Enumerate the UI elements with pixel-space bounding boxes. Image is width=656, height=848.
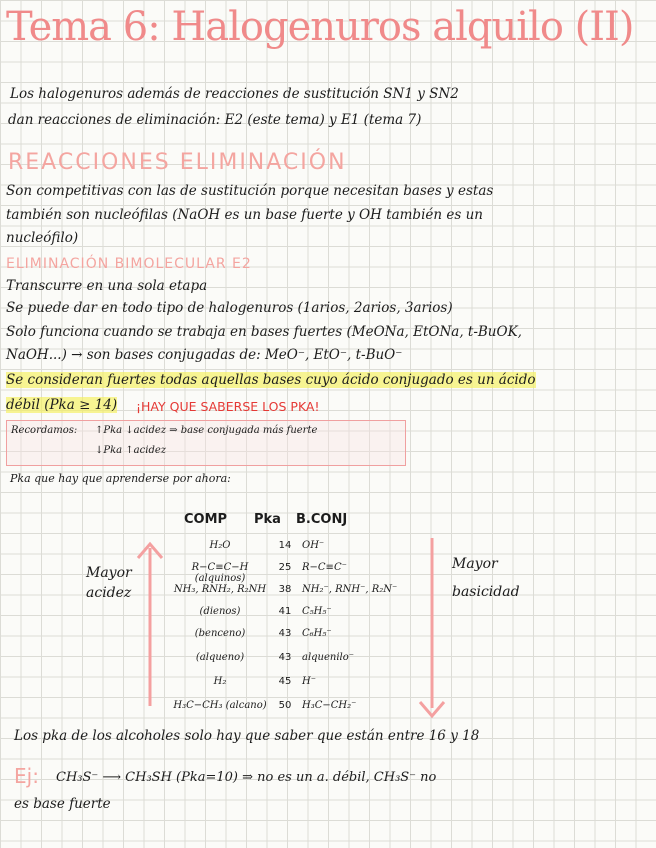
reminder-box [6, 420, 406, 466]
reminder-line-1: ↑Pka ↓acidez ⇒ base conjugada más fuerte [95, 425, 318, 436]
table-header-comp: COMP [184, 512, 228, 527]
cell-pka: 25 [278, 562, 292, 573]
e2-line-1: Transcurre en una sola etapa [6, 278, 208, 294]
cell-comp: H₂ [213, 676, 227, 687]
table-header-base: B.CONJ [296, 512, 348, 527]
section-title: REACCIONES ELIMINACIÓN [8, 150, 347, 175]
highlight-line-2: débil (Pka ≥ 14) [6, 397, 118, 413]
table-header-pka: Pka [254, 512, 281, 527]
section-line-3: nucleófilo) [6, 230, 79, 246]
cell-comp: H₂O [209, 540, 231, 551]
cell-pka: 45 [278, 676, 292, 687]
table-row [170, 562, 400, 582]
left-label-1: Mayor [86, 565, 132, 581]
e2-title: ELIMINACIÓN BIMOLECULAR E2 [6, 256, 252, 272]
cell-comp: (alqueno) [195, 652, 245, 663]
cell-base: C₆H₅⁻ [302, 628, 332, 639]
example-line-1: CH₃S⁻ ⟶ CH₃SH (Pka=10) ⇒ no es un a. débil, CH₃S⁻ no [56, 770, 437, 785]
cell-pka: 38 [278, 584, 292, 595]
must-know-note: ¡HAY QUE SABERSE LOS PKA! [136, 399, 320, 414]
cell-comp: NH₃, RNH₂, R₂NH [173, 584, 267, 595]
cell-comp: (dienos) [199, 606, 241, 617]
cell-comp: H₃C−CH₃ (alcano) [173, 700, 267, 711]
cell-base: H⁻ [302, 676, 316, 687]
example-label: Ej: [14, 764, 39, 788]
pka-intro: Pka que hay que aprenderse por ahora: [10, 472, 231, 485]
table-row [170, 652, 400, 672]
cell-pka: 14 [278, 540, 292, 551]
table-row [170, 700, 400, 720]
highlight-line-1: Se consideran fuertes todas aquellas bases cuyo ácido conjugado es un ácido [6, 372, 536, 388]
reminder-label: Recordamos: [11, 425, 78, 436]
alcohols-note: Los pka de los alcoholes solo hay que saber que están entre 16 y 18 [14, 728, 480, 744]
left-label-2: acidez [86, 585, 132, 601]
table-row [170, 584, 400, 604]
cell-base: NH₂⁻, RNH⁻, R₂N⁻ [302, 584, 398, 595]
cell-pka: 41 [278, 606, 292, 617]
up-arrow-icon [134, 538, 166, 706]
table-row [170, 606, 400, 626]
down-arrow-icon [416, 538, 448, 720]
cell-base: alquenilo⁻ [302, 652, 355, 663]
cell-base: R−C≡C⁻ [302, 562, 347, 573]
section-line-1: Son competitivas con las de sustitución porque necesitan bases y estas [6, 183, 494, 199]
cell-pka: 50 [278, 700, 292, 711]
table-row [170, 676, 400, 696]
intro-line-1: Los halogenuros además de reacciones de sustitución SN1 y SN2 [10, 86, 459, 102]
cell-base: OH⁻ [302, 540, 325, 551]
section-line-2: también son nucleófilas (NaOH es un base fuerte y OH también es un [6, 207, 483, 223]
reminder-line-2: ↓Pka ↑acidez [95, 445, 167, 456]
cell-pka: 43 [278, 652, 292, 663]
page-title: Tema 6: Halogenuros alquilo (II) [6, 4, 634, 50]
cell-comp: (benceno) [194, 628, 246, 639]
e2-line-4: NaOH...) → son bases conjugadas de: MeO⁻, EtO⁻, t-BuO⁻ [6, 347, 403, 363]
right-label-1: Mayor [452, 556, 498, 572]
e2-line-3: Solo funciona cuando se trabaja en bases fuertes (MeONa, EtONa, t-BuOK, [6, 324, 522, 340]
cell-base: C₅H₅⁻ [302, 606, 332, 617]
example-line-2: es base fuerte [14, 796, 111, 812]
e2-line-2: Se puede dar en todo tipo de halogenuros (1arios, 2arios, 3arios) [6, 300, 453, 316]
right-label-2: basicidad [452, 584, 520, 600]
cell-pka: 43 [278, 628, 292, 639]
cell-comp: R−C≡C−H (alquinos) [191, 562, 249, 584]
table-row [170, 628, 400, 648]
table-row [170, 540, 400, 560]
cell-base: H₃C−CH₂⁻ [302, 700, 357, 711]
intro-line-2: dan reacciones de eliminación: E2 (este tema) y E1 (tema 7) [8, 112, 422, 128]
